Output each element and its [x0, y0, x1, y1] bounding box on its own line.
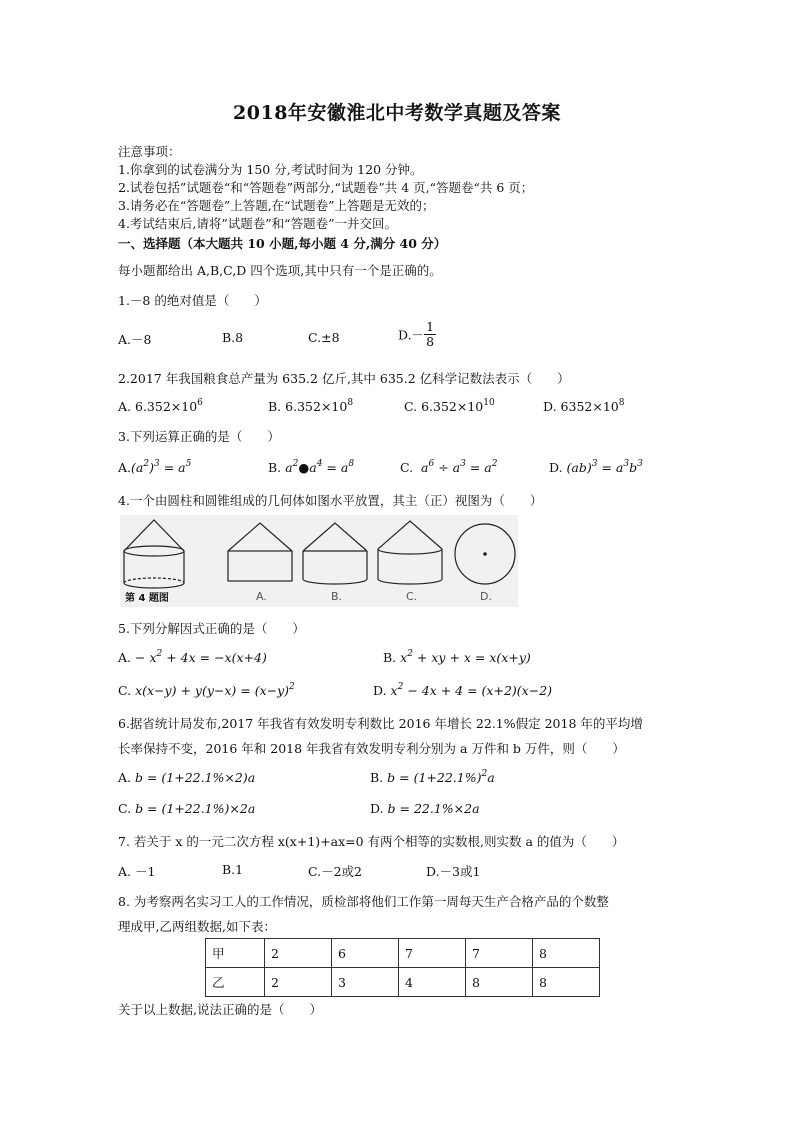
q2-c-label: C. — [404, 399, 418, 414]
table-cell: 8 — [466, 968, 533, 997]
table-row — [206, 939, 600, 968]
geometry-figure-svg — [120, 515, 518, 607]
note-item-3: 3.请务必在“答题卷”上答题,在“试题卷”上答题是无效的； — [118, 198, 435, 213]
section-1-intro: 每小题都给出 A,B,C,D 四个选项,其中只有一个是正确的。 — [118, 263, 442, 278]
figure-label-d: D. — [480, 590, 492, 603]
option-b-view — [303, 523, 367, 584]
q3-option-a: $A.(a^2)^3 = a^5$ — [118, 459, 192, 475]
q7-option-a: A. －1 — [118, 864, 156, 879]
table-cell: 6 — [332, 939, 399, 968]
question-8-table — [205, 938, 600, 997]
q2-option-c — [404, 399, 495, 414]
q3-b-label: B. — [268, 460, 282, 475]
q2-d-label: D. — [543, 399, 557, 414]
q6-d-label: D. — [370, 801, 384, 816]
q1-d-numerator: 1 — [426, 319, 435, 334]
q2-option-b — [268, 399, 353, 414]
note-item-1: 1.你拿到的试卷满分为 150 分,考试时间为 120 分钟。 — [118, 162, 423, 177]
question-7-stem: 7. 若关于 x 的一元二次方程 x(x+1)+ax=0 有两个相等的实数根,则实数 a 的值为（ ） — [118, 834, 625, 849]
q1-d-prefix: D.－ — [398, 327, 425, 343]
q2-d-base: 6352×10 — [560, 399, 619, 414]
figure-label-b: B. — [331, 590, 343, 603]
q1-option-a: A.－8 — [118, 332, 152, 347]
q5-option-b: B. $x^2$ + xy + x = x(x+y) — [383, 649, 531, 665]
table-cell: 7 — [399, 939, 466, 968]
q5-d-label: D. — [373, 683, 387, 698]
q5-option-d: D. $x^2 - 4x + 4 = (x+2)(x-2)$ — [373, 682, 553, 698]
figure-label-c: C. — [406, 590, 418, 603]
question-6-stem-line-1: 6.据省统计局发布,2017 年我省有效发明专利数比 2016 年增长 22.1%假定 2018 年的平均增 — [118, 716, 643, 731]
q2-a-base: 6.352×10 — [135, 399, 198, 414]
figure-caption: 第 4 题图 — [125, 593, 169, 604]
q3-option-b: B. $a^2●a^4 = a^8$ — [268, 459, 355, 475]
question-8-followup: 关于以上数据,说法正确的是（ ） — [118, 1002, 322, 1017]
table-row — [206, 968, 600, 997]
table-cell: 8 — [533, 968, 600, 997]
table-cell: 2 — [265, 968, 332, 997]
q3-a-label: A. — [118, 460, 132, 475]
figure-label-a: A. — [256, 590, 267, 603]
option-c-view — [378, 521, 442, 584]
center-dot — [483, 552, 487, 556]
question-8-stem-line-1: 8. 为考察两名实习工人的工作情况，质检部将他们工作第一周每天生产合格产品的个数整 — [118, 894, 609, 909]
q6-b-label: B. — [370, 770, 384, 785]
q2-c-base: 6.352×10 — [421, 399, 484, 414]
q2-option-d — [543, 399, 624, 414]
question-6-stem-line-2: 长率保持不变，2016 年和 2018 年我省有效发明专利分别为 a 万件和 b 万件，则（ ） — [118, 741, 625, 756]
q1-option-c: C.±8 — [308, 330, 340, 345]
q1-option-d — [398, 320, 436, 349]
table-cell: 4 — [399, 968, 466, 997]
q2-d-exp: 8 — [618, 398, 625, 408]
q2-b-base: 6.352×10 — [285, 399, 348, 414]
q5-b-label: B. — [383, 650, 397, 665]
q5-option-c: C. $x(x-y) + y(y-x) = (x-y)^2$ — [118, 682, 295, 698]
question-2-stem: 2.2017 年我国粮食总产量为 635.2 亿斤,其中 635.2 亿科学记数法表示（ ） — [118, 371, 570, 386]
note-item-2: 2.试卷包括”试题卷“和“答题卷”两部分,“试题卷”共 4 页,“答题卷“共 6 页； — [118, 180, 534, 195]
question-1-stem: 1.－8 的绝对值是（ ） — [118, 293, 267, 308]
q6-option-a: A. b = (1+22.1%×2)a — [118, 770, 256, 785]
question-4-figure — [120, 515, 518, 607]
question-4-stem: 4.一个由圆柱和圆锥组成的几何体如图水平放置，其主（正）视图为（ ） — [118, 493, 543, 508]
q7-option-b: B.1 — [222, 862, 244, 877]
q1-option-b: B.8 — [222, 330, 244, 345]
q2-option-a — [118, 399, 203, 414]
q6-option-c: C. b = (1+22.1%)×2a — [118, 801, 256, 816]
section-1-heading: 一、选择题（本大题共 10 小题,每小题 4 分,满分 40 分） — [118, 236, 447, 251]
solid-cylinder-cone — [124, 520, 184, 588]
q1-d-denominator: 8 — [426, 334, 435, 349]
table-cell: 8 — [533, 939, 600, 968]
q3-d-label: D. — [549, 460, 563, 475]
q2-b-label: B. — [268, 399, 282, 414]
q5-a-label: A. — [118, 650, 132, 665]
q1-d-fraction — [424, 320, 436, 349]
q5-option-a: A. − $x^2 + 4x = -x(x+4)$ — [118, 649, 267, 665]
option-a-view — [228, 523, 292, 581]
q2-b-exp: 8 — [347, 398, 354, 408]
table-cell: 7 — [466, 939, 533, 968]
q6-option-b: B. $b = (1+22.1\%)^2a$ — [370, 769, 495, 785]
q2-a-exp: 6 — [197, 398, 203, 408]
q6-option-d: D. b = 22.1%×2a — [370, 801, 480, 816]
table-cell: 3 — [332, 968, 399, 997]
question-3-stem: 3.下列运算正确的是（ ） — [118, 429, 280, 444]
q3-option-d: D. $(ab)^3 = a^3b^3$ — [549, 459, 643, 475]
note-item-4: 4.考试结束后,请将”试题卷”和“答题卷”一并交回。 — [118, 216, 397, 231]
table-cell: 乙 — [206, 968, 265, 997]
q5-c-label: C. — [118, 683, 132, 698]
q6-a-label: A. — [118, 770, 132, 785]
q2-a-label: A. — [118, 399, 132, 414]
table-cell: 甲 — [206, 939, 265, 968]
q3-c-label: C. — [400, 460, 414, 475]
q7-option-c: C.－2或2 — [308, 864, 362, 879]
notes-heading: 注意事项： — [118, 144, 181, 159]
question-8-stem-line-2: 理成甲,乙两组数据,如下表： — [118, 919, 276, 934]
q7-option-d: D.－3或1 — [426, 864, 481, 879]
table-cell: 2 — [265, 939, 332, 968]
q3-option-c: C. $a^6 \div a^3 = a^2$ — [400, 459, 498, 475]
q2-c-exp: 10 — [483, 398, 495, 408]
q6-c-label: C. — [118, 801, 132, 816]
question-5-stem: 5.下列分解因式正确的是（ ） — [118, 621, 305, 636]
page-title: 2018年安徽淮北中考数学真题及答案 — [233, 102, 561, 124]
